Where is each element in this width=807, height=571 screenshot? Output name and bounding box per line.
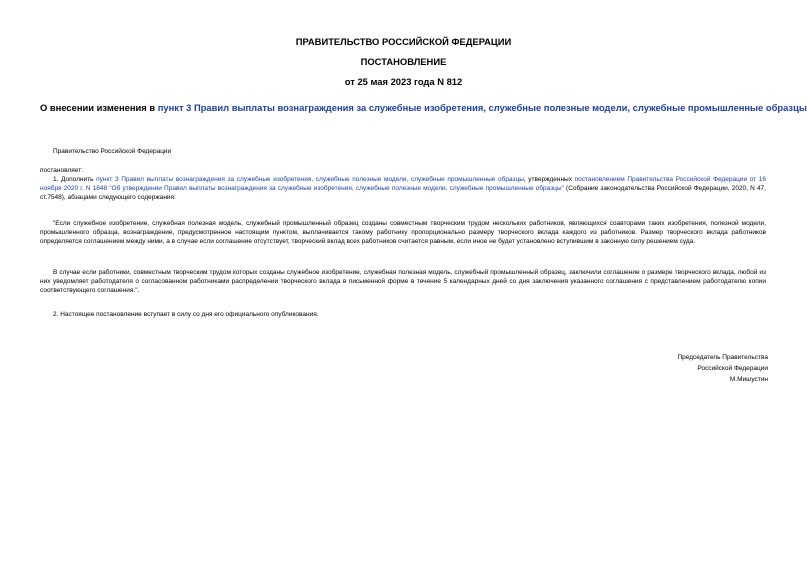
quote-paragraph-2	[40, 268, 766, 295]
p1-end: (Собрание законодательства Российской Федерации, 2020, N 47, ст.7548), абзацами следующего содержания:	[40, 185, 766, 201]
date-number: от 25 мая 2023 года N 812	[344, 76, 463, 87]
signature-organization: Российской Федерации	[697, 365, 768, 372]
p1-link-rules[interactable]: пункт 3 Правил выплаты вознаграждения за служебные изобретения, служебные полезные модели, служебные промышленные образцы	[96, 176, 524, 183]
subject-link[interactable]: пункт 3 Правил выплаты вознаграждения за служебные изобретения, служебные полезные модели, служебные промышленные образцы	[157, 102, 807, 113]
p1-link-resolution[interactable]: постановлением Правительства Российской Федерации от 16 ноября 2020 г. N 1848 "Об утверждении Правил выплаты вознаграждения за служебные изобретения, служебные полезные модели, служебные промышленные образцы"	[40, 176, 767, 192]
signature-name: М.Мишустин	[729, 376, 768, 383]
document-type: ПОСТАНОВЛЕНИЕ	[360, 56, 447, 67]
p1-mid: , утвержденных	[523, 176, 575, 183]
decree-text	[40, 166, 766, 175]
quote-1-text: "Если служебное изобретение, служебная полезная модель, служебный промышленный образец созданы совместным творческим трудом нескольких работников, являющихся соавторами таких изобретения, полезной модели, промышленного образца, вознаграждение, предусмотренное настоящим пунктом, выплачивается такому работнику пропорционально размеру творческого вклада каждого из работников. Размер творческого вклада работников определяется соглашением между ними, а в случае если соглашение отсутствует, творческий вклад всех работников считается равным, если иное не будет установлено вступившим в законную силу решением суда.	[40, 220, 766, 245]
p1-start: 1. Дополнить	[53, 176, 97, 183]
paragraph-2	[40, 310, 766, 319]
decree-line: постановляет:	[40, 167, 83, 174]
subject-prefix: О внесении изменения в	[40, 102, 158, 113]
quote-2-text: В случае если работники, совместным творческим трудом которых созданы служебное изобретение, служебная полезная модель, служебный промышленный образец, заключили соглашение о размере творческого вклада, любой из них уведомляет работодателя о согласованном работниками распределении творческого вклада в письменной форме в течение 5 календарных дней со дня заключения указанного соглашения с представлением работодателю копии соответствующего соглашения.".	[40, 269, 766, 294]
intro-text	[40, 147, 766, 156]
quote-paragraph-1	[40, 219, 766, 246]
paragraph-1-text	[40, 175, 766, 202]
intro-line: Правительство Российской Федерации	[53, 148, 172, 155]
government-title: ПРАВИТЕЛЬСТВО РОССИЙСКОЙ ФЕДЕРАЦИИ	[295, 36, 512, 47]
signature-block	[677, 352, 768, 385]
signature-position: Председатель Правительства	[677, 354, 768, 361]
paragraph-1	[40, 175, 766, 202]
document-subject	[40, 102, 807, 114]
paragraph-2-text: 2. Настоящее постановление вступает в силу со дня его официального опубликования.	[53, 311, 319, 318]
